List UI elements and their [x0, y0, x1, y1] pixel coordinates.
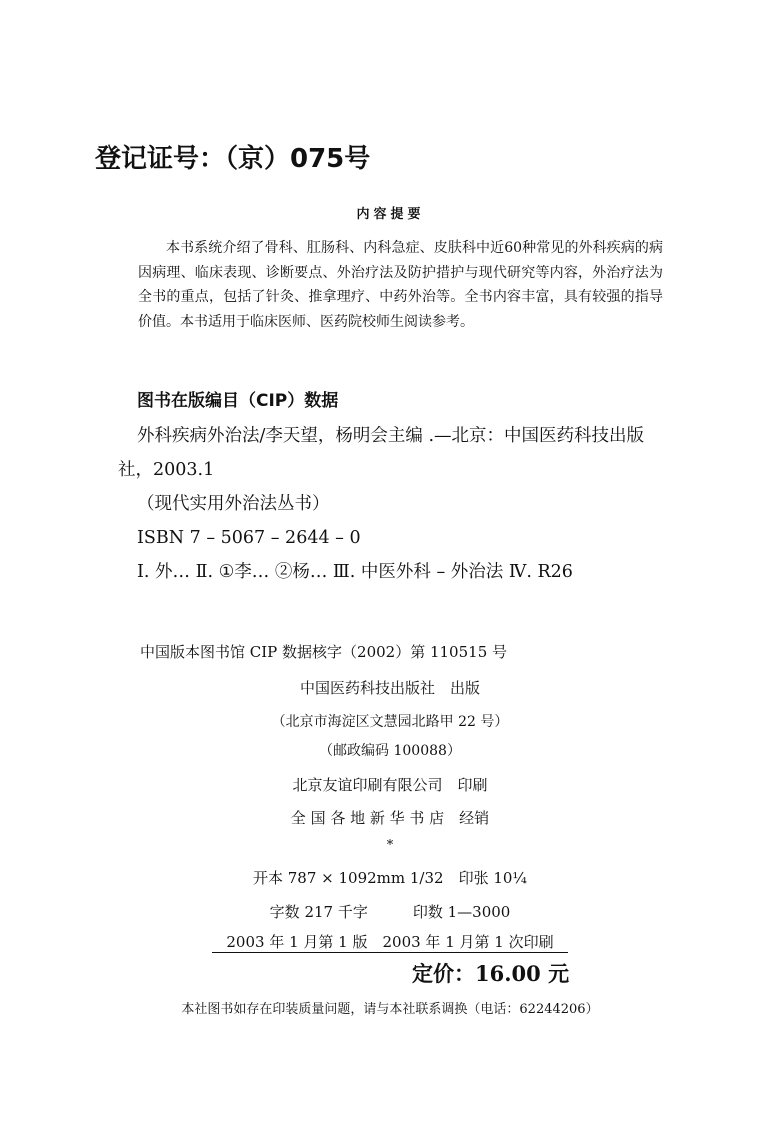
postcode-line: （邮政编码 100088）: [319, 743, 461, 759]
distributor-line: 全 国 各 地 新 华 书 店 经销: [290, 809, 490, 827]
cip-block: [118, 419, 658, 589]
format-line: 开本 787 × 1092mm 1/32 印张 10¼: [253, 869, 527, 887]
address-line: （北京市海淀区文慧园北路甲 22 号）: [271, 714, 509, 730]
words-line: 字数 217 千字 印数 1—3000: [269, 903, 511, 921]
edition-line: 2003 年 1 月第 1 版 2003 年 1 月第 1 次印刷: [212, 933, 567, 953]
cip-heading: 图书在版编目（CIP）数据: [137, 391, 339, 411]
cip-approval: 中国版本图书馆 CIP 数据核字（2002）第 110515 号: [140, 643, 508, 661]
cip-classification-line: Ⅰ. 外… Ⅱ. ①李… ②杨… Ⅲ. 中医外科 – 外治法 Ⅳ. R26: [137, 562, 573, 582]
cip-title-line: 外科疾病外治法/李天望，杨明会主编 .—北京：中国医药科技出版社，2003.1: [118, 426, 645, 480]
summary-text: 本书系统介绍了骨科、肛肠科、内科急症、皮肤科中近60种常见的外科疾病的病因病理、临床表现、诊断要点、外治疗法及防护措护与现代研究等内容，外治疗法为全书的重点，包括了针灸、推拿理疗、中药外治等。全书内容丰富，具有较强的指导价值。本书适用于临床医师、医药院校师生阅读参考。: [138, 240, 663, 330]
registration-number: 登记证号：（京）075号: [95, 144, 371, 174]
cip-series-line: （现代实用外治法丛书）: [137, 494, 330, 514]
price: 定价：16.00 元: [412, 961, 570, 986]
quality-note: 本社图书如存在印装质量问题，请与本社联系调换（电话：62244206）: [181, 1002, 599, 1017]
printer-line: 北京友谊印刷有限公司 印刷: [292, 776, 488, 794]
summary-title: 内容提要: [356, 207, 425, 222]
separator: *: [386, 838, 394, 853]
cip-isbn-line: ISBN 7 – 5067 – 2644 – 0: [137, 528, 361, 548]
publisher-line: 中国医药科技出版社 出版: [299, 679, 480, 697]
